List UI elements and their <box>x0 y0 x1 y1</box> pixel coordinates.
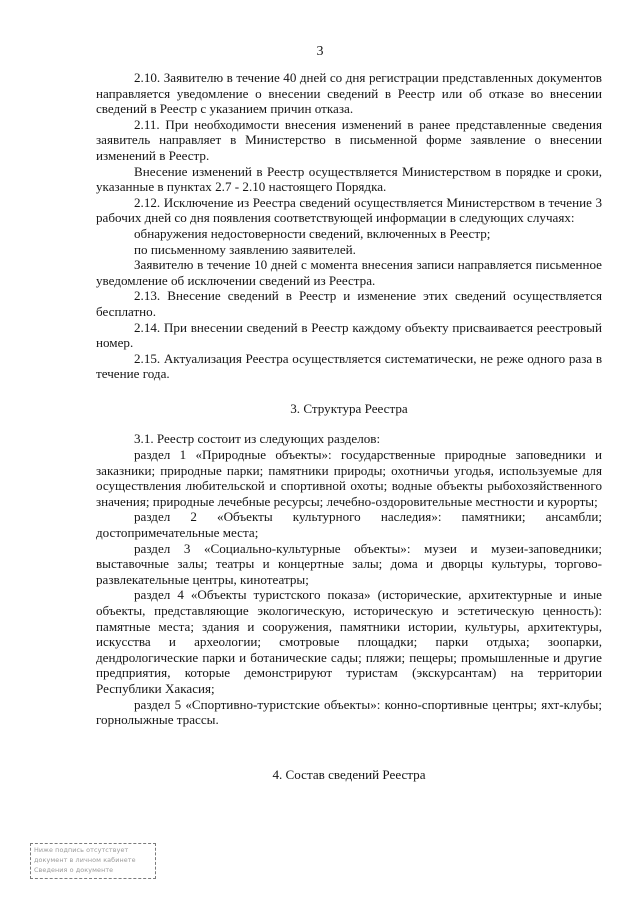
section-heading-3: 3. Структура Реестра <box>290 400 408 416</box>
paragraph-2-10: 2.10. Заявителю в течение 40 дней со дня регистрации представленных документов направляется уведомление о внесении сведений в Реестр или об отказе во внесении сведений в Реестр с указанием причин отказа. <box>96 70 602 117</box>
section-heading-4: 4. Состав сведений Реестра <box>272 766 426 782</box>
stamp-line: Сведения о документе <box>34 866 114 874</box>
paragraph-2-15: 2.15. Актуализация Реестра осуществляется систематически, не реже одного раза в течение года. <box>96 350 602 382</box>
paragraph-2-12: 2.12. Исключение из Реестра сведений осуществляется Министерством в течение 3 рабочих дней со дня появления соответствующей информации в следующих случаях: <box>96 194 602 226</box>
document-body <box>96 70 602 782</box>
paragraph-notification: Заявителю в течение 10 дней с момента внесения записи направляется письменное уведомление об исключении сведений из Реестра. <box>96 257 602 288</box>
paragraph-case-2: по письменному заявлению заявителей. <box>134 241 356 257</box>
paragraph-section-2: раздел 2 «Объекты культурного наследия»: памятники; ансамбли; достопримечательные места; <box>96 509 602 541</box>
paragraph-2-11: 2.11. При необходимости внесения изменений в ранее представленные сведения заявитель направляет в Министерство в письменной форме заявление о внесении изменений в Реестр. <box>96 116 602 163</box>
paragraph-2-13: 2.13. Внесение сведений в Реестр и изменение этих сведений осуществляется бесплатно. <box>96 288 602 319</box>
paragraph-2-14: 2.14. При внесении сведений в Реестр каждому объекту присваивается реестровый номер. <box>96 319 602 351</box>
stamp-line: Ниже подпись отсутствует <box>34 846 129 854</box>
paragraph-section-3: раздел 3 «Социально-культурные объекты»: музеи и музеи-заповедники; выставочные залы; театры и концертные залы; дома и дворцы культуры, торгово-развлекательные центры, кинотеатры; <box>96 540 602 587</box>
paragraph-section-1: раздел 1 «Природные объекты»: государственные природные заповедники и заказники; природные парки; памятники природы; охотничьи угодья, используемые для осуществления любительской и спортивной охоты; водные объекты рыбохозяйственного значения; природные лечебные ресурсы; лечебно-оздоровительные местности и курорты; <box>96 447 602 509</box>
paragraph-3-1: 3.1. Реестр состоит из следующих разделов: <box>134 431 381 447</box>
stamp-line: документ в личном кабинете <box>34 856 136 864</box>
paragraph-section-4: раздел 4 «Объекты туристского показа» (исторические, архитектурные и иные объекты, представляющие экологическую, историческую и эстетическую ценность): памятные места; здания и сооружения, памятники истории, культуры, архитектуры, искусства и археологии; смотровые площадки; парки отдыха; зоопарки, дендрологические парки и ботанические сады; пляжи; пещеры; промышленные и другие предприятия, которые демонстрируют туристам (экскурсантам) на территории Республики Хакасия; <box>96 587 602 696</box>
electronic-stamp <box>30 843 156 879</box>
page-number: 3 <box>316 44 324 59</box>
paragraph-case-1: обнаружения недостоверности сведений, включенных в Реестр; <box>134 225 491 241</box>
paragraph-section-5: раздел 5 «Спортивно-туристские объекты»: конно-спортивные центры; яхт-клубы; горнолыжные трассы. <box>96 696 602 728</box>
paragraph-changes: Внесение изменений в Реестр осуществляется Министерством в порядке и сроки, указанные в пунктах 2.7 - 2.10 настоящего Порядка. <box>96 163 602 195</box>
